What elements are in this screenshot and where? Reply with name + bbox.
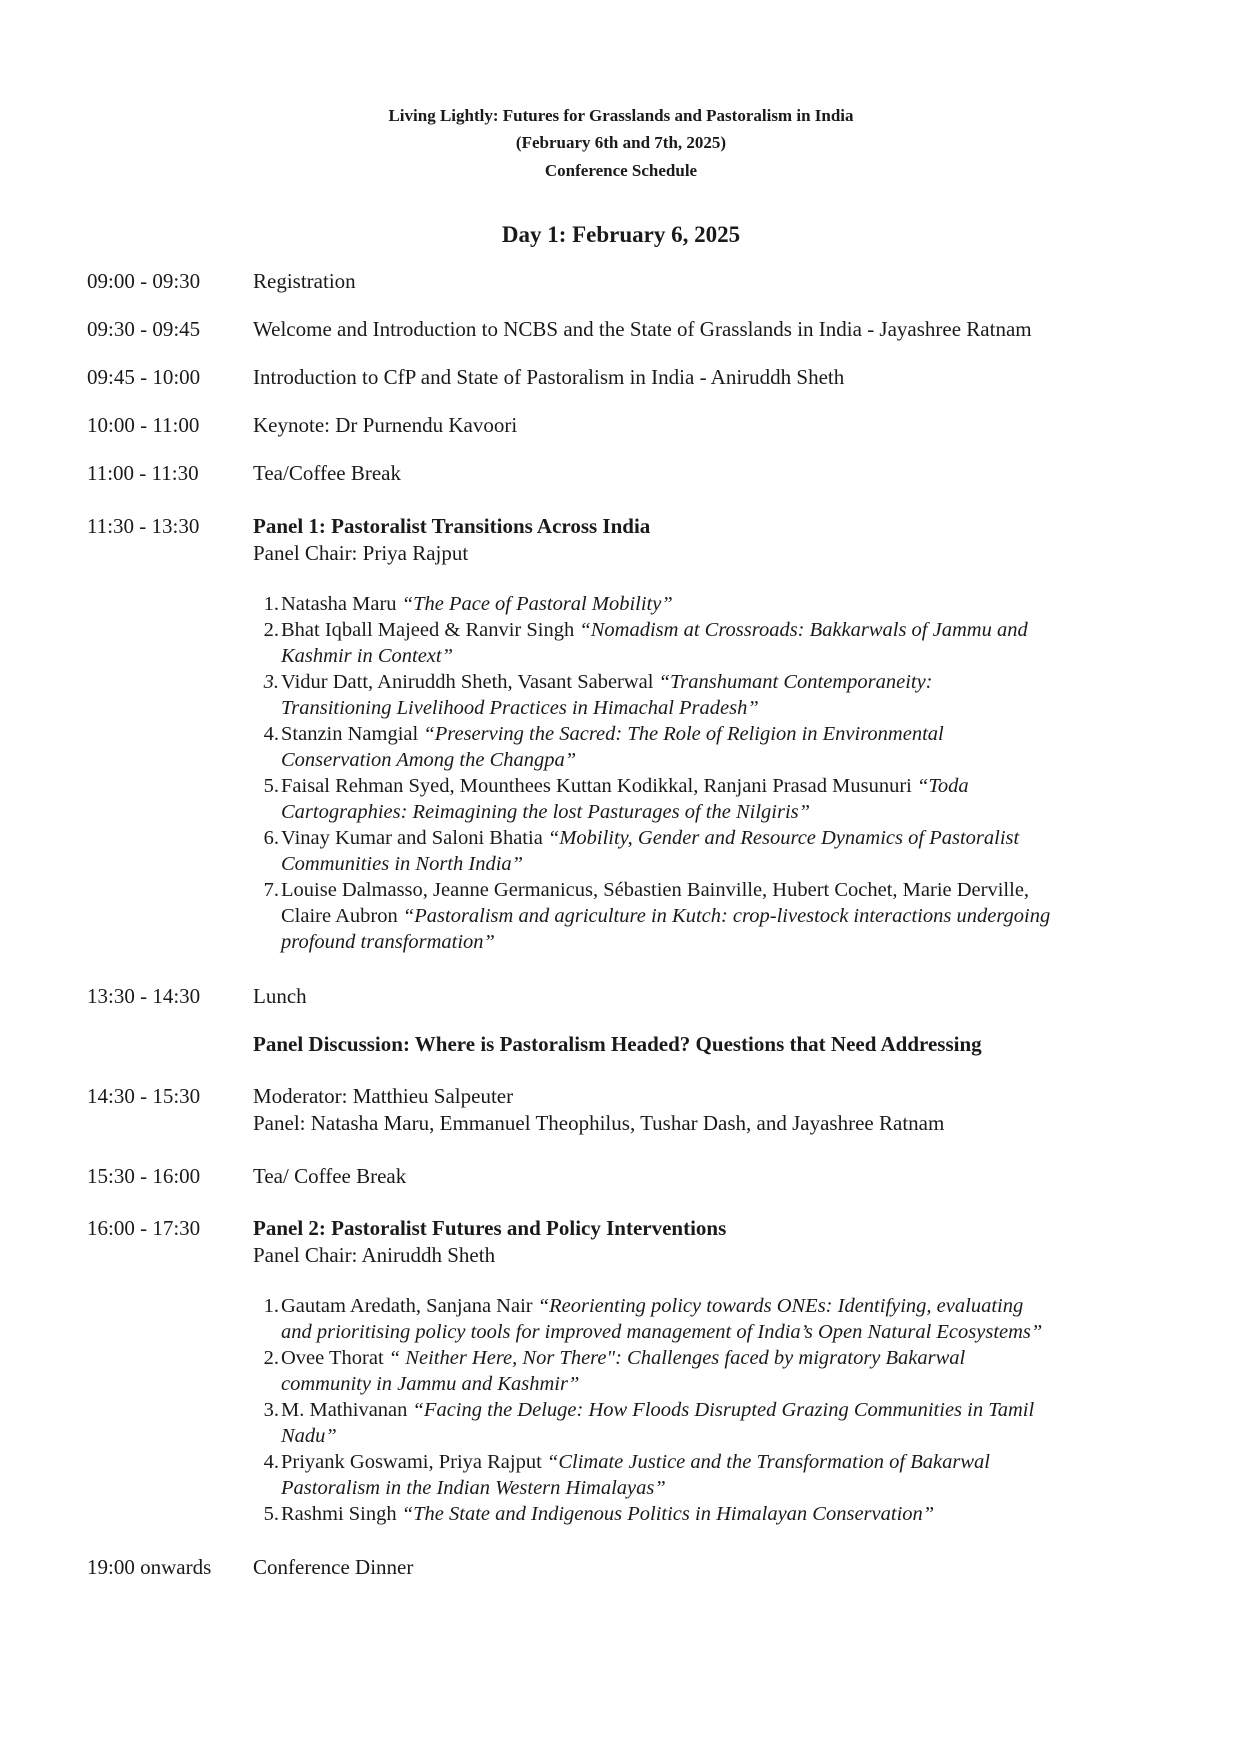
schedule-subtitle: Conference Schedule [544,161,698,180]
talk-title: “Toda [917,775,969,797]
talk-title-cont: profound transformation” [281,931,495,953]
session-time: 19:00 onwards [87,1555,212,1579]
session-title: Introduction to CfP and State of Pastoralism in India - Aniruddh Sheth [253,365,845,389]
session-title: Registration [253,269,356,293]
talk-authors: Priyank Goswami, Priya Rajput [281,1451,547,1473]
session-time: 15:30 - 16:00 [87,1164,201,1188]
list-number: 2. [263,619,279,641]
talk-title: “The Pace of Pastoral Mobility” [401,593,673,615]
session-title: Lunch [253,984,307,1008]
panel-title: Panel 2: Pastoralist Futures and Policy Interventions [253,1216,727,1240]
list-number: 2. [263,1347,279,1369]
session-time: 11:00 - 11:30 [87,461,199,485]
talk-authors: Ovee Thorat [281,1347,389,1369]
panel-members: Panel: Natasha Maru, Emmanuel Theophilus, Tushar Dash, and Jayashree Ratnam [253,1111,945,1135]
list-number: 7. [263,879,279,901]
talk-title: “Preserving the Sacred: The Role of Religion in Environmental [423,723,944,745]
talk-title-cont: Transitioning Livelihood Practices in Himachal Pradesh” [281,697,759,719]
talk-authors: Vinay Kumar and Saloni Bhatia [281,827,548,849]
list-number: 4. [263,1451,279,1473]
list-item [253,617,1153,669]
list-item [253,773,1153,825]
talk-authors: Bhat Iqball Majeed & Ranvir Singh [281,619,580,641]
talk-authors: M. Mathivanan [281,1399,413,1421]
panel-chair: Panel Chair: Aniruddh Sheth [253,1243,496,1267]
talk-title: “Facing the Deluge: How Floods Disrupted Grazing Communities in Tamil [412,1399,1035,1421]
list-item [253,825,1153,877]
talk-title-cont: Conservation Among the Changpa” [281,749,577,771]
list-item [253,1345,1153,1397]
talk-title: “Climate Justice and the Transformation of Bakarwal [546,1451,990,1473]
talk-authors-cont: Claire Aubron [281,905,403,927]
list-item [253,1501,1153,1527]
list-item [253,591,1153,617]
session-time: 10:00 - 11:00 [87,413,200,437]
session-time: 09:30 - 09:45 [87,317,201,341]
session-title: Conference Dinner [253,1555,414,1579]
list-number: 1. [263,1295,279,1317]
session-time: 09:00 - 09:30 [87,269,201,293]
talk-authors: Vidur Datt, Aniruddh Sheth, Vasant Saberwal [281,671,659,693]
list-item [253,1449,1153,1501]
talk-title-cont: community in Jammu and Kashmir” [281,1373,580,1395]
day-title: Day 1: February 6, 2025 [501,222,741,247]
list-number: 5. [263,1503,279,1525]
talk-title: “The State and Indigenous Politics in Himalayan Conservation” [401,1503,935,1525]
list-number: 3. [263,1399,279,1421]
list-item [253,669,1153,721]
talk-title: “Mobility, Gender and Resource Dynamics of Pastoralist [547,827,1020,849]
panel-discussion-title: Panel Discussion: Where is Pastoralism Headed? Questions that Need Addressing [253,1032,982,1056]
talk-authors: Faisal Rehman Syed, Mounthees Kuttan Kodikkal, Ranjani Prasad Musunuri [281,775,917,797]
session-time: 16:00 - 17:30 [87,1216,201,1240]
session-title: Tea/Coffee Break [253,461,401,485]
panel-chair: Panel Chair: Priya Rajput [253,541,469,565]
talk-title-cont: Pastoralism in the Indian Western Himalayas” [281,1477,666,1499]
talk-authors: Louise Dalmasso, Jeanne Germanicus, Sébastien Bainville, Hubert Cochet, Marie Derville, [281,879,1030,901]
talk-title-cont: Nadu” [281,1425,337,1447]
list-item [253,1397,1153,1449]
conference-title: Living Lightly: Futures for Grasslands and Pastoralism in India [388,106,854,125]
session-time: 13:30 - 14:30 [87,984,201,1008]
list-item [253,1293,1153,1345]
session-title: Keynote: Dr Purnendu Kavoori [253,413,518,437]
list-number: 5. [263,775,279,797]
talk-title: “Nomadism at Crossroads: Bakkarwals of Jammu and [579,619,1028,641]
session-time: 11:30 - 13:30 [87,514,200,538]
list-item [253,877,1153,955]
moderator: Moderator: Matthieu Salpeuter [253,1084,514,1108]
list-number: 6. [263,827,279,849]
session-time: 14:30 - 15:30 [87,1084,201,1108]
panel-title: Panel 1: Pastoralist Transitions Across India [253,514,651,538]
talk-authors: Stanzin Namgial [281,723,424,745]
session-time: 09:45 - 10:00 [87,365,201,389]
list-number: 3. [263,671,279,693]
talk-authors: Gautam Aredath, Sanjana Nair [281,1295,538,1317]
talk-authors: Natasha Maru [281,593,402,615]
talk-title: “ Neither Here, Nor There": Challenges faced by migratory Bakarwal [388,1347,966,1369]
panel-2-talk-list [253,1293,1153,1527]
talk-title-cont: Kashmir in Context” [281,645,453,667]
talk-authors: Rashmi Singh [281,1503,402,1525]
talk-title: “Reorienting policy towards ONEs: Identifying, evaluating [537,1295,1024,1317]
list-number: 4. [263,723,279,745]
session-title: Welcome and Introduction to NCBS and the State of Grasslands in India - Jayashree Ratnam [253,317,1032,341]
talk-title: “Transhumant Contemporaneity: [658,671,933,693]
talk-title-cont: Communities in North India” [281,853,524,875]
session-title: Tea/ Coffee Break [253,1164,407,1188]
talk-title: “Pastoralism and agriculture in Kutch: crop-livestock interactions undergoing [402,905,1051,927]
list-item [253,721,1153,773]
conference-dates: (February 6th and 7th, 2025) [515,133,727,152]
panel-1-talk-list [253,591,1153,955]
talk-title-cont: Cartographies: Reimagining the lost Pasturages of the Nilgiris” [281,801,811,823]
list-number: 1. [263,593,279,615]
talk-title-cont: and prioritising policy tools for improved management of India’s Open Natural Ecosystems” [281,1321,1043,1343]
